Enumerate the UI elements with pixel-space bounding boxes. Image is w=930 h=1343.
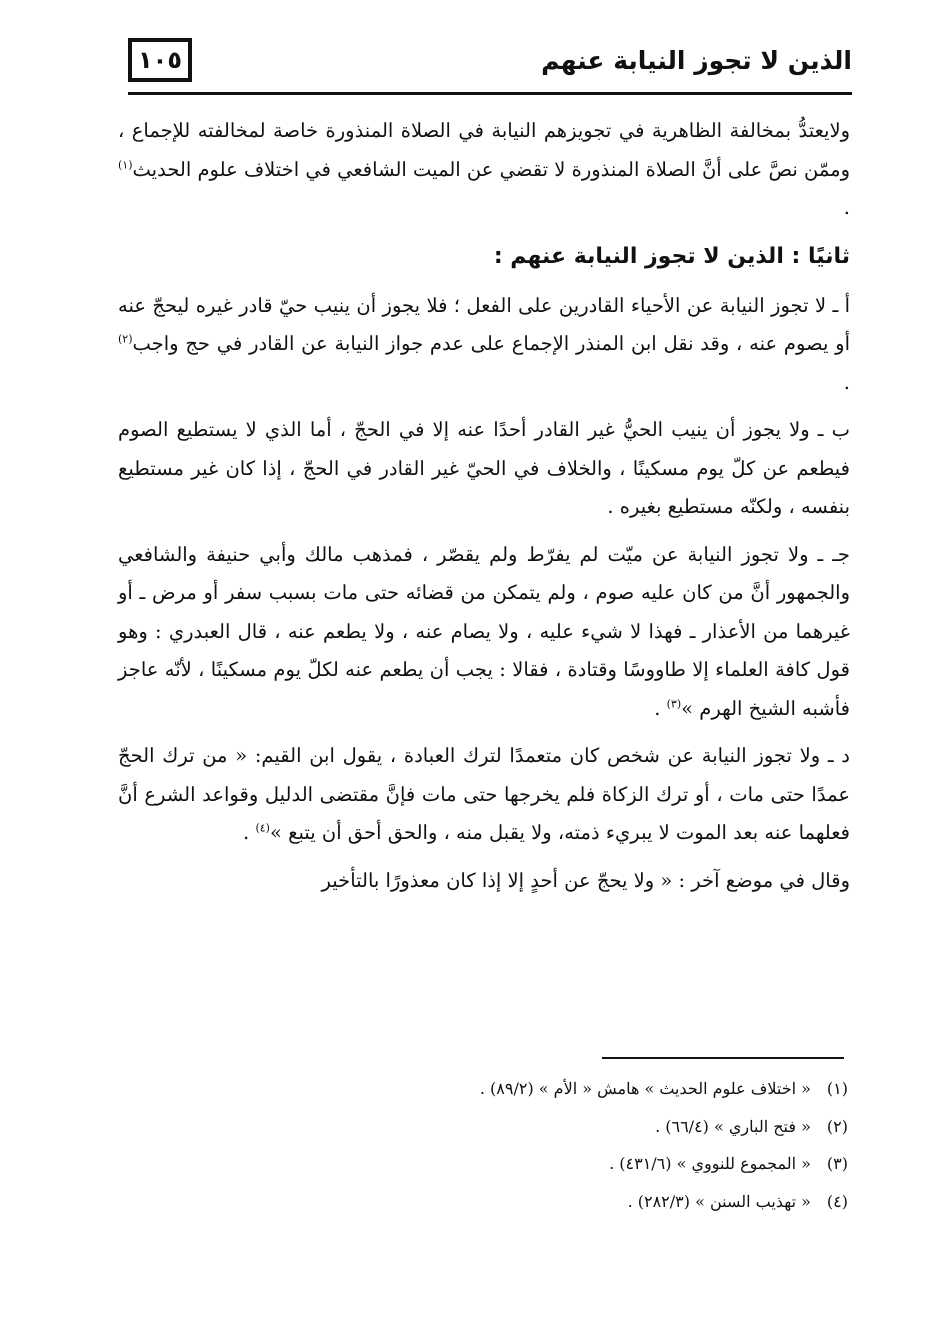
paragraph-jim (118, 536, 850, 729)
footnote-item (300, 1145, 848, 1183)
footnote-number: (١) (826, 1079, 848, 1098)
paragraph-end: . (654, 696, 667, 720)
footnote-number: (٣) (826, 1154, 848, 1173)
section-heading: ثانيًا : الذين لا تجوز النيابة عنهم : (493, 243, 850, 269)
paragraph-text: وقال في موضع آخر : « ولا يحجّ عن أحدٍ إلا إذا كان معذورًا بالتأخير (321, 868, 850, 892)
footnote-ref-3: (٣) (666, 697, 682, 710)
footnote-text: « اختلاف علوم الحديث » هامش « الأم » (٨٩/٢) . (479, 1079, 811, 1098)
main-text (118, 112, 850, 909)
paragraph-ba (118, 411, 850, 527)
header-rule (128, 92, 852, 95)
footnote-ref-4: (٤) (255, 821, 270, 835)
paragraph-end: . (843, 370, 850, 394)
page-header (128, 36, 852, 96)
footnotes (300, 1070, 848, 1220)
footnote-item (300, 1070, 848, 1108)
paragraph-text: ولايعتدُّ بمخالفة الظاهرية في تجويزهم النيابة في الصلاة المنذورة خاصة لمخالفته للإجماع ، وممّن نصَّ على أنَّ الصلاة المنذورة لا تقضي عن الميت الشافعي في اختلاف علوم الحديث (118, 119, 850, 181)
footnote-item (300, 1108, 848, 1146)
paragraph-alif (118, 287, 850, 403)
footnote-ref-2: (٢) (118, 332, 133, 346)
paragraph-text: د ـ ولا تجوز النيابة عن شخص كان متعمدًا لترك العبادة ، يقول ابن القيم: « من ترك الحجّ عمدًا حتى مات ، أو ترك الزكاة فلم يخرجها حتى مات فإنَّ مقتضى الدليل وقواعد الشرع أنَّ فعلهما عنه بعد الموت لا يبريء ذمته، ولا يقبل منه ، والحق أحق أن يتبع » (118, 744, 850, 844)
paragraph-end: . (243, 821, 256, 844)
footnote-number: (٤) (826, 1191, 848, 1211)
footnote-ref-1: (١) (118, 158, 133, 171)
footnote-item (300, 1183, 848, 1221)
footnote-number: (٢) (826, 1116, 848, 1136)
paragraph-intro (118, 112, 850, 228)
paragraph-text: جـ ـ ولا تجوز النيابة عن ميّت لم يفرّط ولم يقصّر ، فمذهب مالك وأبي حنيفة والشافعي والجمهور أنَّ من كان عليه صوم ، ولم يتمكن من قضائه حتى مات بسبب سفر أو مرض ـ أو غيرهما من الأعذار ـ فهذا لا شيء عليه ، ولا يصام عنه ، ولا يطعم عنه ، قال العبدري : وهو قول كافة العلماء إلا طاووسًا وقتادة ، فقالا : يجب أن يطعم عنه لكلّ يوم مسكينًا ، لأنّه عاجز فأشبه الشيخ الهرم » (118, 542, 850, 720)
footnote-separator (602, 1057, 844, 1059)
paragraph-text: أ ـ لا تجوز النيابة عن الأحياء القادرين على الفعل ؛ فلا يجوز أن ينيب حيّ قادر غيره ليحجّ عنه أو يصوم عنه ، وقد نقل ابن المنذر الإجماع على عدم جواز النيابة عن القادر في حج واجب (118, 293, 850, 355)
running-title: الذين لا تجوز النيابة عنهم (541, 46, 852, 75)
paragraph-continuation (118, 862, 850, 901)
footnote-text: « فتح الباري » (٦٦/٤) . (655, 1116, 811, 1136)
footnote-text: « تهذيب السنن » (٢٨٢/٣) . (627, 1191, 811, 1211)
paragraph-text: ب ـ ولا يجوز أن ينيب الحيُّ غير القادر أحدًا عنه إلا في الحجّ ، أما الذي لا يستطيع الصوم فيطعم عن كلّ يوم مسكينًا ، والخلاف في الحيّ غير القادر في الحجّ ، إذا كان غير مستطيع بنفسه ، ولكنّه مستطيع بغيره . (118, 418, 850, 518)
page-number: ١٠٥ (128, 38, 192, 82)
paragraph-end: . (843, 196, 850, 219)
footnote-text: « المجموع للنووي » (٤٣١/٦) . (609, 1154, 811, 1173)
paragraph-dal (118, 737, 850, 853)
